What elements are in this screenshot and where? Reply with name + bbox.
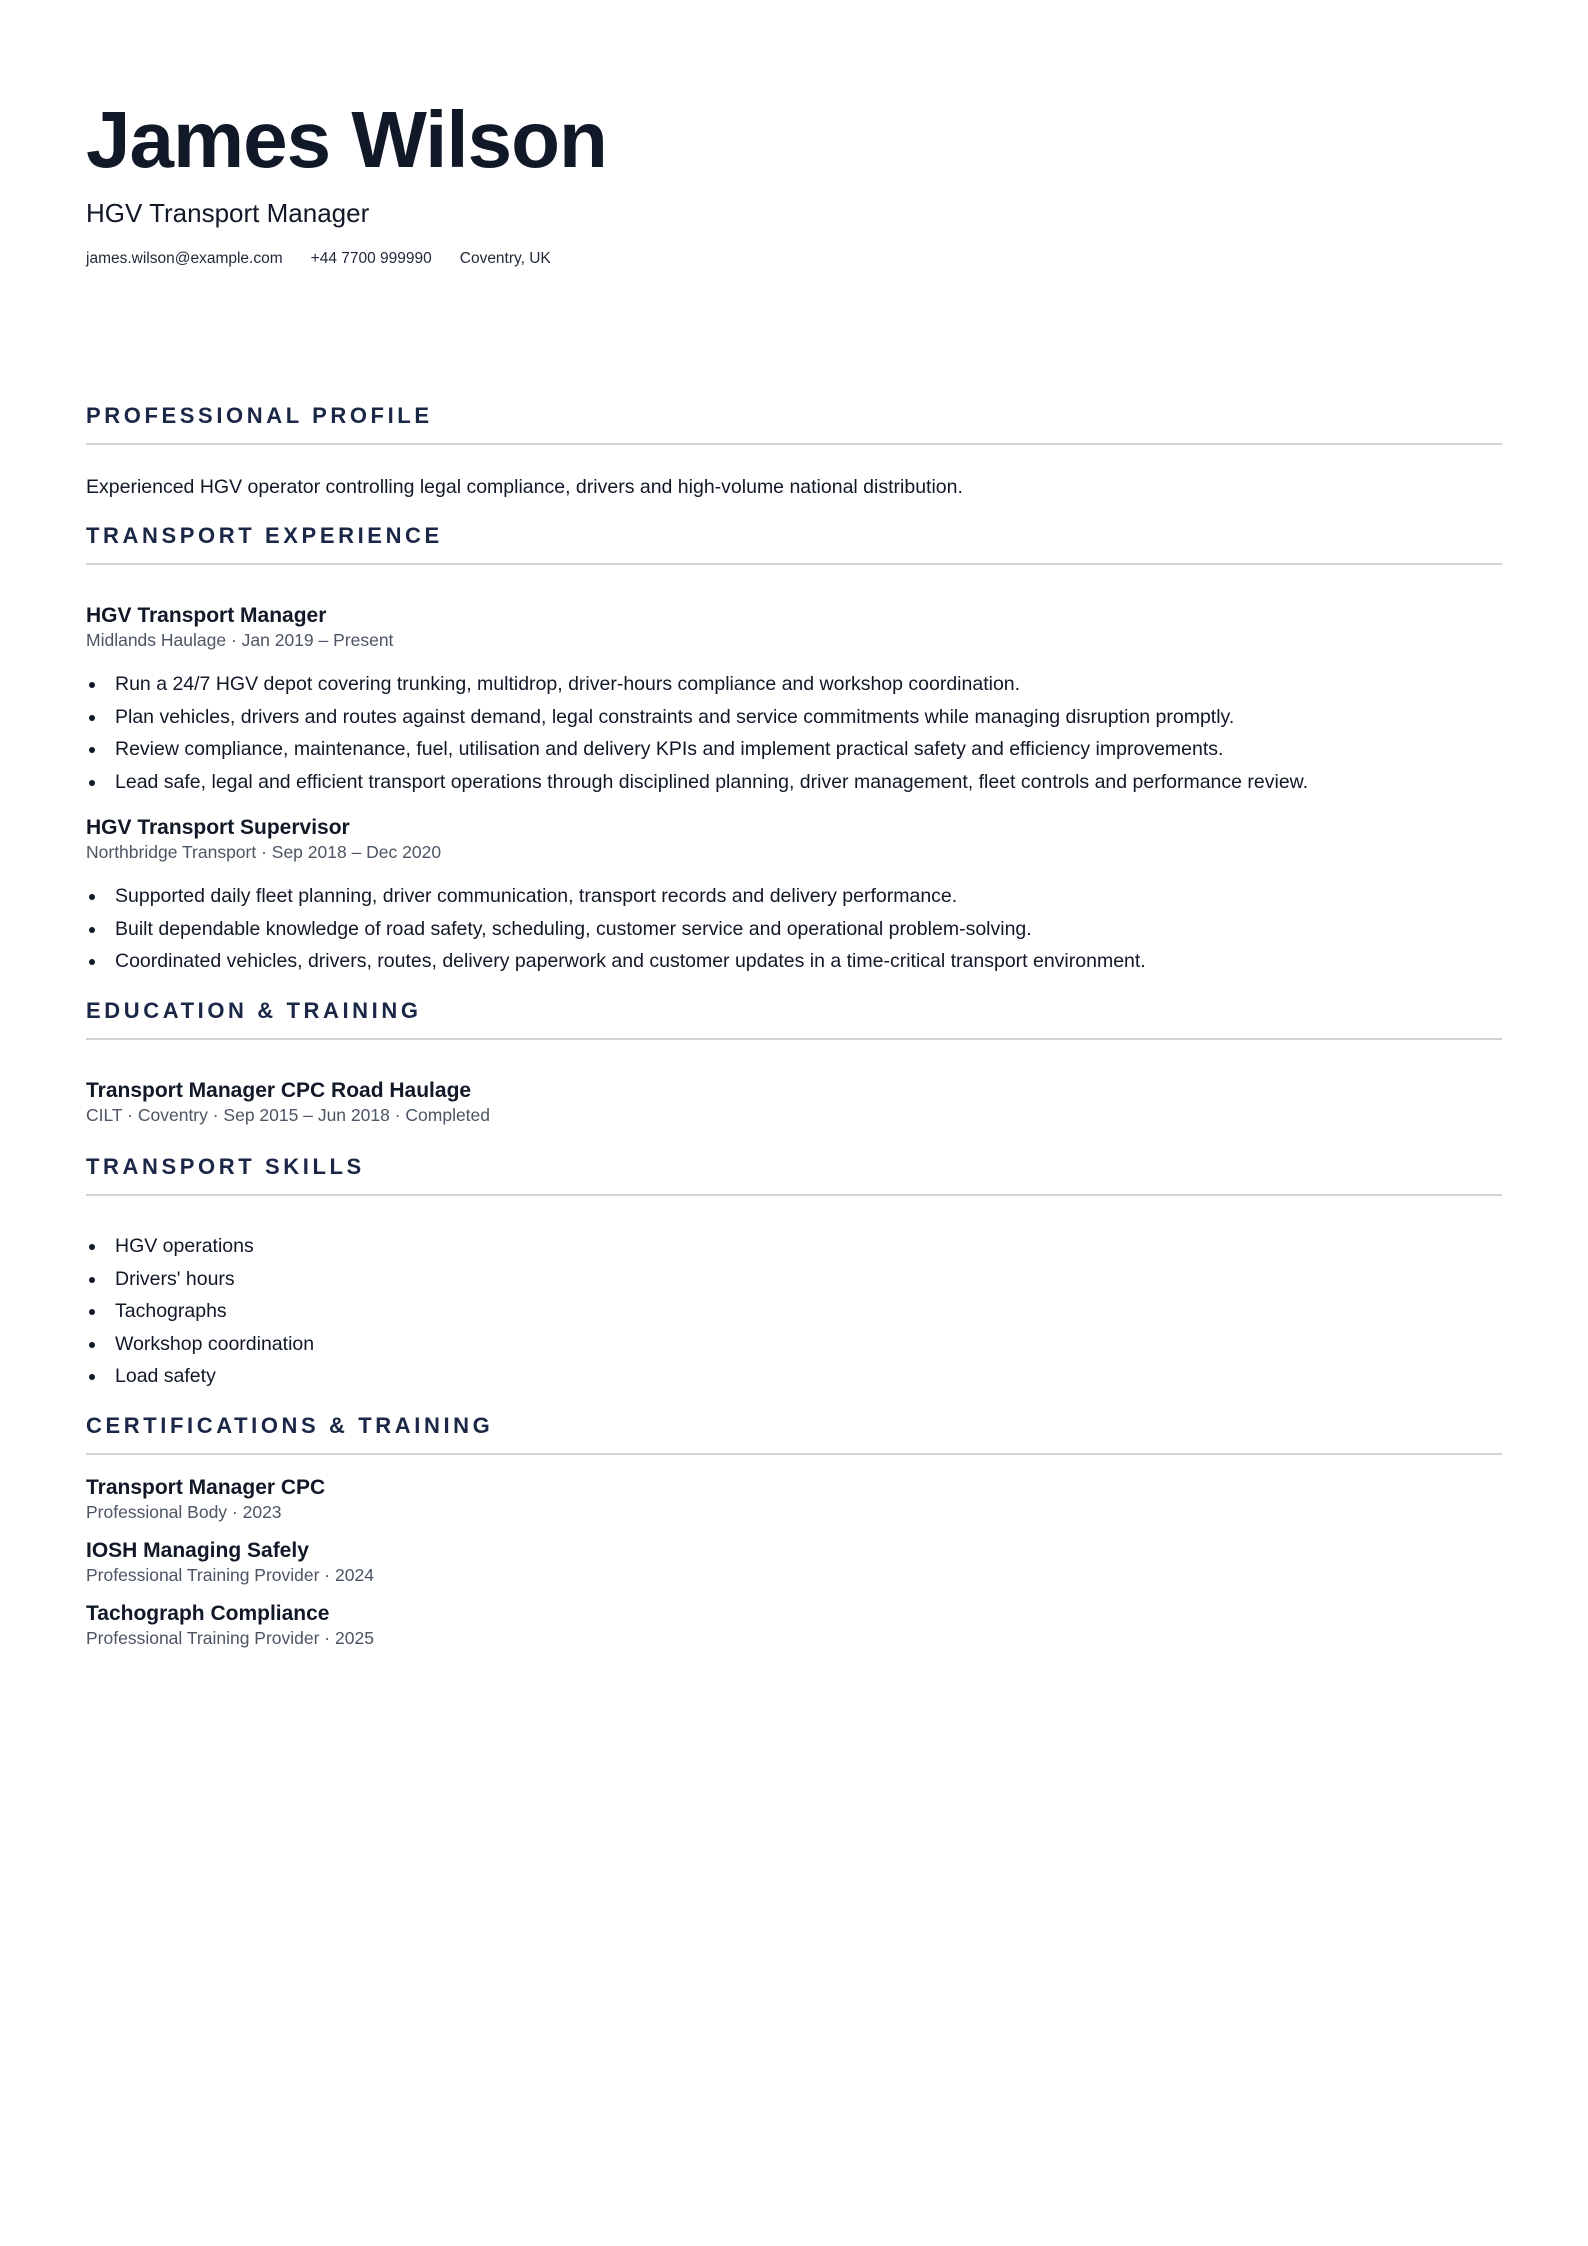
certification-meta: Professional Training Provider · 2025 (86, 1628, 374, 1648)
contact-row (86, 250, 1502, 268)
certification-entry (86, 1601, 1502, 1649)
skills-list (86, 1230, 1502, 1393)
certification-entry (86, 1475, 1502, 1523)
section-profile (86, 401, 1502, 501)
section-divider (86, 1194, 1502, 1196)
skill-item: Tachographs (86, 1295, 1502, 1328)
job-bullet: Lead safe, legal and efficient transport operations through disciplined planning, driver management, fleet controls and performance review. (86, 766, 1502, 799)
section-experience (86, 521, 1502, 978)
section-title-skills: TRANSPORT SKILLS (86, 1154, 365, 1179)
skill-item: HGV operations (86, 1230, 1502, 1263)
job-bullet: Supported daily fleet planning, driver communication, transport records and delivery performance. (86, 880, 1502, 913)
certification-meta: Professional Training Provider · 2024 (86, 1565, 374, 1585)
contact-location: Coventry, UK (459, 250, 551, 267)
job-role: HGV Transport Supervisor (86, 816, 350, 839)
job-meta: Midlands Haulage · Jan 2019 – Present (86, 630, 394, 650)
candidate-name: James Wilson (86, 95, 607, 184)
certification-entry (86, 1538, 1502, 1586)
resume-header (86, 0, 1502, 268)
skill-item: Drivers' hours (86, 1263, 1502, 1296)
skill-item: Workshop coordination (86, 1328, 1502, 1361)
job-meta: Northbridge Transport · Sep 2018 – Dec 2020 (86, 842, 442, 862)
section-divider (86, 1038, 1502, 1040)
section-education (86, 996, 1502, 1126)
section-certifications (86, 1411, 1502, 1649)
job-bullet: Coordinated vehicles, drivers, routes, delivery paperwork and customer updates in a time-critical transport environment. (86, 945, 1502, 978)
skill-item: Load safety (86, 1360, 1502, 1393)
job-bullets (86, 668, 1502, 798)
education-name: Transport Manager CPC Road Haulage (86, 1079, 472, 1102)
certification-meta: Professional Body · 2023 (86, 1502, 282, 1522)
job-bullet: Built dependable knowledge of road safety, scheduling, customer service and operational problem-solving. (86, 913, 1502, 946)
section-divider (86, 563, 1502, 565)
job-role: HGV Transport Manager (86, 604, 327, 627)
section-divider (86, 1453, 1502, 1455)
education-meta: CILT · Coventry · Sep 2015 – Jun 2018 · Completed (86, 1105, 491, 1125)
job-entry (86, 815, 1502, 978)
contact-phone[interactable]: +44 7700 999990 (310, 250, 432, 267)
job-bullet: Plan vehicles, drivers and routes against demand, legal constraints and service commitments while managing disruption promptly. (86, 701, 1502, 734)
profile-summary: Experienced HGV operator controlling legal compliance, drivers and high-volume national distribution. (86, 476, 963, 498)
contact-email[interactable]: james.wilson@example.com (86, 250, 283, 267)
section-skills (86, 1152, 1502, 1393)
section-title-profile: PROFESSIONAL PROFILE (86, 403, 433, 428)
section-title-certifications: CERTIFICATIONS & TRAINING (86, 1413, 494, 1438)
section-title-experience: TRANSPORT EXPERIENCE (86, 523, 443, 548)
education-entry (86, 1078, 1502, 1126)
certification-name: IOSH Managing Safely (86, 1539, 309, 1562)
job-entry (86, 603, 1502, 798)
job-bullets (86, 880, 1502, 978)
candidate-headline: HGV Transport Manager (86, 198, 370, 228)
section-divider (86, 443, 1502, 445)
job-bullet: Run a 24/7 HGV depot covering trunking, multidrop, driver-hours compliance and workshop coordination. (86, 668, 1502, 701)
certification-name: Transport Manager CPC (86, 1476, 326, 1499)
job-bullet: Review compliance, maintenance, fuel, utilisation and delivery KPIs and implement practical safety and efficiency improvements. (86, 733, 1502, 766)
section-title-education: EDUCATION & TRAINING (86, 998, 422, 1023)
certification-name: Tachograph Compliance (86, 1602, 330, 1625)
